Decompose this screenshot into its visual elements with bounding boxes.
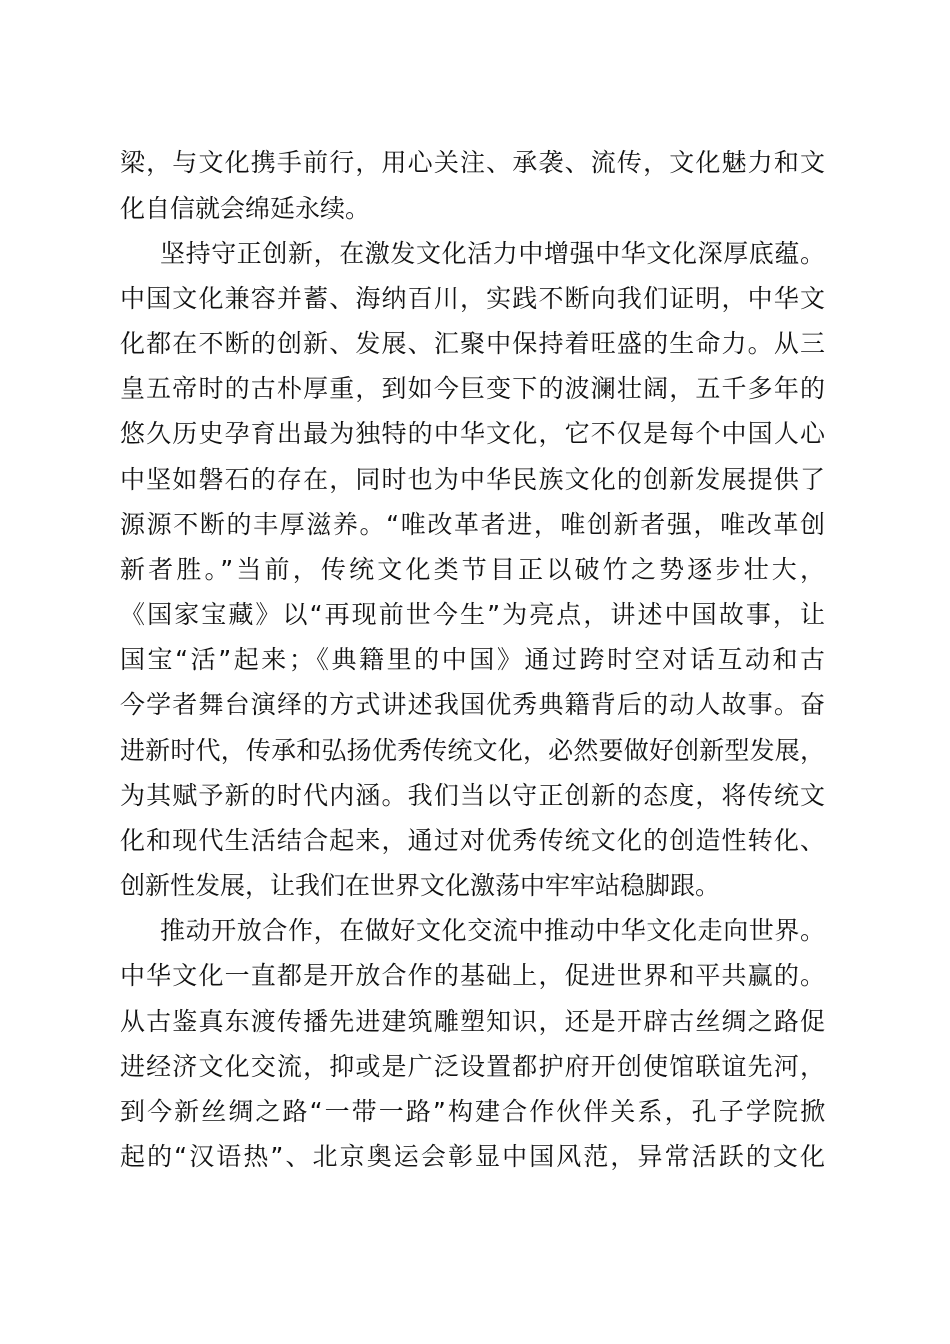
paragraph-2-line-12: 进新时代，传承和弘扬优秀传统文化，必然要做好创新型发展， [120,736,825,765]
paragraph-2-line-15: 创新性发展，让我们在世界文化激荡中牢牢站稳脚跟。 [120,871,721,900]
paragraph-2-line-9: 《国家宝藏》以“再现前世今生”为亮点，讲述中国故事，让 [120,600,825,629]
paragraph-2-line-10: 国宝“活”起来；《典籍里的中国》通过跨时空对话互动和古 [120,645,825,674]
paragraph-3-line-2: 中华文化一直都是开放合作的基础上，促进世界和平共赢的。 [120,961,825,990]
paragraph-3-line-1: 推动开放合作，在做好文化交流中推动中华文化走向世界。 [160,916,825,945]
paragraph-2-line-11: 今学者舞台演绎的方式讲述我国优秀典籍背后的动人故事。奋 [120,690,825,719]
paragraph-2-line-2: 中国文化兼容并蓄、海纳百川，实践不断向我们证明，中华文 [120,284,825,313]
paragraph-1-line-2: 化自信就会绵延永续。 [120,194,371,223]
paragraph-1-line-1: 梁，与文化携手前行，用心关注、承袭、流传，文化魅力和文 [120,148,825,177]
paragraph-2-line-5: 悠久历史孕育出最为独特的中华文化，它不仅是每个中国人心 [120,419,825,448]
paragraph-3-line-3: 从古鉴真东渡传播先进建筑雕塑知识，还是开辟古丝绸之路促 [120,1007,825,1036]
paragraph-2-line-6: 中坚如磐石的存在，同时也为中华民族文化的创新发展提供了 [120,465,825,494]
paragraph-2-line-7: 源源不断的丰厚滋养。“唯改革者进，唯创新者强，唯改革创 [120,510,825,539]
paragraph-2-line-3: 化都在不断的创新、发展、汇聚中保持着旺盛的生命力。从三 [120,329,825,358]
paragraph-2-line-14: 化和现代生活结合起来，通过对优秀传统文化的创造性转化、 [120,826,825,855]
paragraph-2-line-4: 皇五帝时的古朴厚重，到如今巨变下的波澜壮阔，五千多年的 [120,374,825,403]
paragraph-2-line-1: 坚持守正创新，在激发文化活力中增强中华文化深厚底蕴。 [160,239,825,268]
paragraph-3-line-5: 到今新丝绸之路“一带一路”构建合作伙伴关系，孔子学院掀 [120,1097,825,1126]
paragraph-2-line-13: 为其赋予新的时代内涵。我们当以守正创新的态度，将传统文 [120,781,825,810]
paragraph-3-line-4: 进经济文化交流，抑或是广泛设置都护府开创使馆联谊先河， [120,1052,825,1081]
paragraph-2-line-8: 新者胜。”当前，传统文化类节目正以破竹之势逐步壮大， [120,555,825,584]
paragraph-3-line-6: 起的“汉语热”、北京奥运会彰显中国风范，异常活跃的文化 [120,1142,825,1171]
